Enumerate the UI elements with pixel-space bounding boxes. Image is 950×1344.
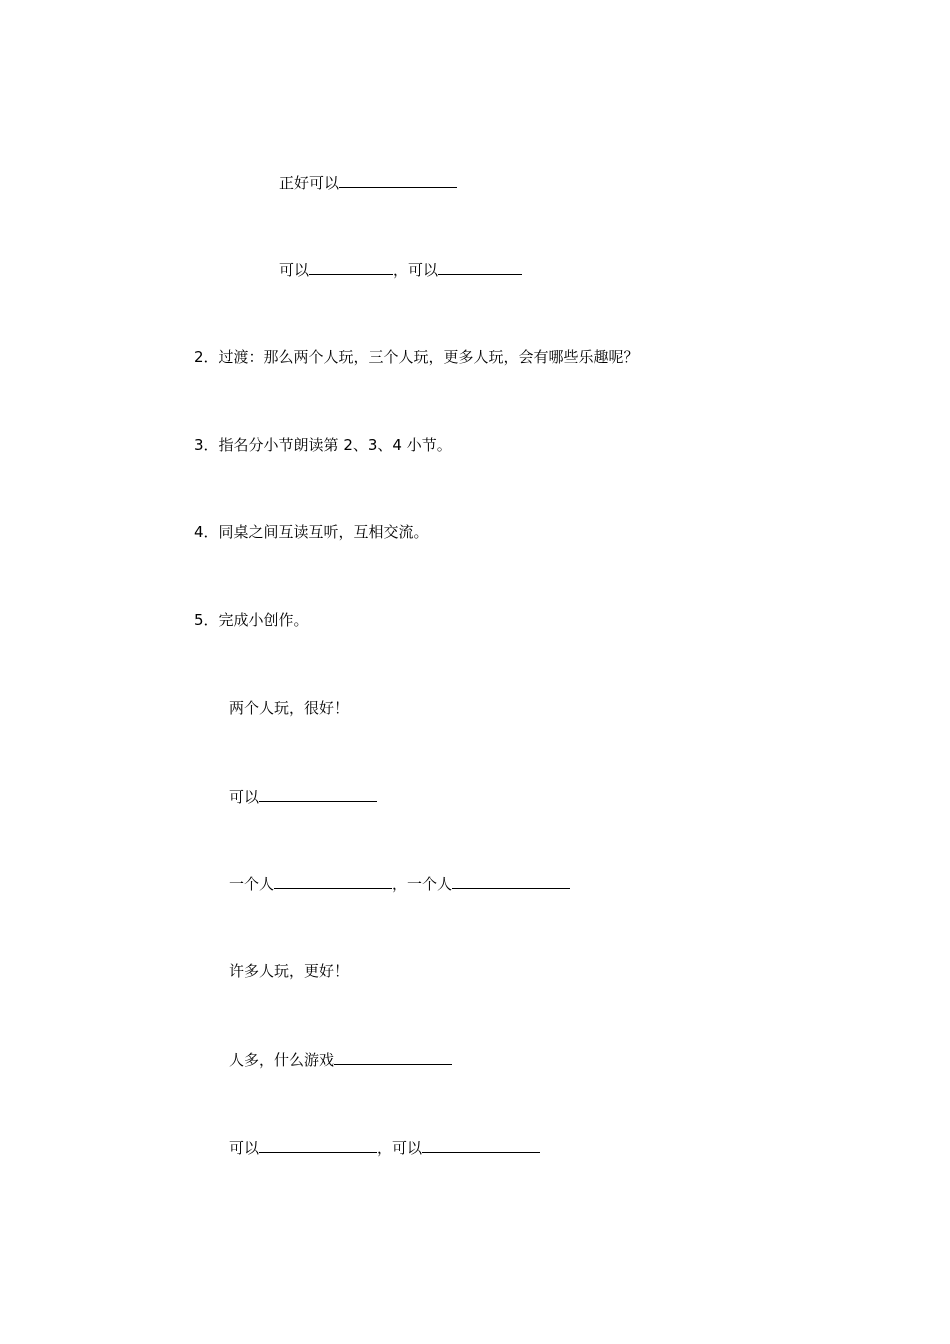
fill-line-text: 可以 (279, 261, 310, 279)
poem-text: 两个人玩，很好！ (229, 699, 350, 717)
answer-blank[interactable] (259, 786, 377, 802)
step-item-3 (194, 435, 452, 455)
step-number: 5． (194, 611, 219, 629)
step-number: 4． (194, 523, 219, 541)
answer-blank[interactable] (422, 1137, 540, 1153)
step-text: 同桌之间互读互听，互相交流。 (218, 523, 429, 541)
fill-line-keyi-pair (279, 259, 522, 280)
poem-text: 一个人 (229, 875, 275, 893)
answer-blank[interactable] (334, 1049, 452, 1065)
step-item-4 (194, 522, 429, 542)
poem-line-4 (229, 961, 349, 981)
step-item-5 (194, 610, 309, 630)
answer-blank[interactable] (259, 1137, 377, 1153)
poem-text: 可以 (229, 788, 260, 806)
step-text: 过渡：那么两个人玩，三个人玩，更多人玩，会有哪些乐趣呢？ (218, 348, 639, 366)
answer-blank[interactable] (452, 873, 570, 889)
poem-line-3 (229, 873, 570, 894)
poem-text: ，可以 (377, 1139, 423, 1157)
poem-line-2 (229, 786, 377, 807)
poem-text: 可以 (229, 1139, 260, 1157)
fill-line-zhenghao (279, 172, 457, 193)
step-item-2 (194, 347, 639, 367)
poem-text: 许多人玩，更好！ (229, 962, 350, 980)
answer-blank[interactable] (309, 259, 393, 275)
poem-line-1 (229, 698, 349, 718)
fill-line-text: 正好可以 (279, 174, 340, 192)
step-text: 完成小创作。 (218, 611, 309, 629)
poem-line-5 (229, 1049, 452, 1070)
fill-line-text: ，可以 (393, 261, 439, 279)
step-number: 3． (194, 436, 219, 454)
poem-text: ，一个人 (392, 875, 453, 893)
answer-blank[interactable] (339, 172, 457, 188)
poem-text: 人多，什么游戏 (229, 1051, 335, 1069)
step-text: 指名分小节朗读第 2、3、4 小节。 (218, 436, 452, 454)
step-number: 2． (194, 348, 219, 366)
answer-blank[interactable] (274, 873, 392, 889)
answer-blank[interactable] (438, 259, 522, 275)
poem-line-6 (229, 1137, 540, 1158)
